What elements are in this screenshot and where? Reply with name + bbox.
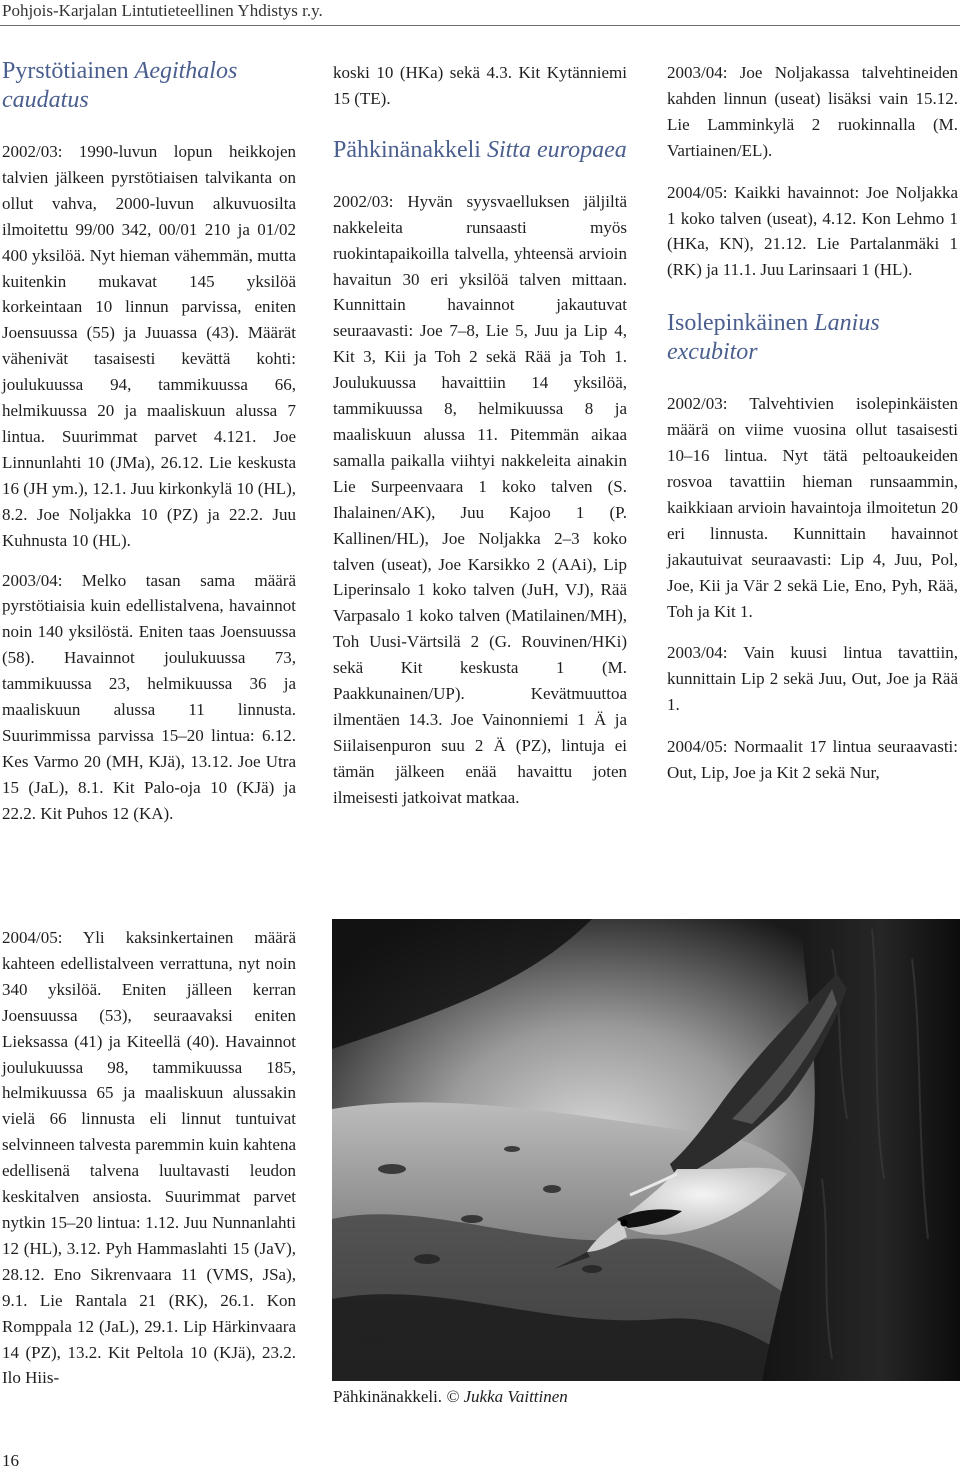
- section-heading-isolepinkainen: [667, 309, 958, 367]
- paragraph: [667, 640, 958, 718]
- column-1-continued: [2, 925, 296, 1391]
- paragraph-text: Normaalit 17 lintua seuraavasti: Out, Lip, Joe ja Kit 2 sekä Nur,: [667, 737, 958, 783]
- column-3: [667, 60, 958, 786]
- paragraph-text: Yli kaksinkertainen määrä kahteen edellistalveen verrattuna, nyt noin 340 yksilöä. Eniten jälleen kerran Joensuussa (53), seuraavaksi eniten Lieksassa (41) ja Kiteellä (40). Havainnot joulukuussa 98, tammikuussa 185, helmikuussa 65 ja maaliskuun alussakin vielä 66 linnusta eli linnut tuntuivat selvinneen talvesta paremmin kuin kahtena edellisenä talvena luultavasti leudon keskitalven ansiosta. Suurimmat parvet nytkin 15–20 lintua: 1.12. Juu Nunnanlahti 12 (HL), 3.12. Pyh Hammaslahti 15 (JaV), 28.12. Eno Sikrenvaara 11 (VMS, JSa), 9.1. Lie Rantala 21 (RK), 26.1. Kon Romppala 12 (JaL), 29.1. Lip Härkinvaara 14 (PZ), 13.2. Kit Peltola 10 (KJä), 23.2. Ilo Hiis-: [2, 928, 296, 1388]
- season-label: 2002/03:: [333, 191, 394, 211]
- heading-latin: Lanius excubitor: [667, 310, 880, 366]
- paragraph: [2, 925, 296, 1391]
- page-number: 16: [2, 1451, 19, 1470]
- season-label: 2004/05:: [667, 182, 728, 202]
- heading-name: Pyrstötiainen: [2, 58, 129, 84]
- section-heading-pahkinanakkeli: [333, 136, 627, 165]
- heading-name: Pähkinänakkeli: [333, 136, 481, 163]
- season-label: 2002/03:: [667, 394, 728, 414]
- season-label: 2003/04:: [667, 63, 728, 82]
- season-label: 2004/05:: [2, 928, 63, 947]
- season-label: 2003/04:: [2, 570, 63, 590]
- paragraph: koski 10 (HKa) sekä 4.3. Kit Kytänniemi 15 (TE).: [333, 63, 627, 108]
- paragraph: [2, 139, 296, 554]
- season-label: 2003/04:: [667, 643, 728, 663]
- photo-credit: © Jukka Vaittinen: [442, 1387, 568, 1406]
- paragraph: [667, 391, 958, 624]
- journal-header: Pohjois-Karjalan Lintutieteellinen Yhdistys r.y.: [2, 1, 323, 20]
- heading-latin: Aegithalos caudatus: [2, 58, 238, 113]
- paragraph-text: Vain kuusi lintua tavattiin, kunnittain Lip 2 sekä Juu, Out, Joe ja Rää 1.: [667, 643, 958, 715]
- paragraph-text: Joe Noljakassa talvehtineiden kahden linnun (useat) lisäksi vain 15.12. Lie Lamminkylä 2 ruokinnalla (M. Vartiainen/EL).: [667, 63, 958, 160]
- paragraph: [667, 734, 958, 786]
- paragraph: [2, 568, 296, 827]
- paragraph-text: Melko tasan sama määrä pyrstötiaisia kuin edellistalvena, havainnot noin 140 yksilöstä. Eniten taas Joensuussa (58). Havainnot joulukuussa 73, tammikuussa 23, helmikuussa 36 ja maaliskuun alussa 11 linnusta. Suurimmissa parvissa 15–20 lintua: 6.12. Kes Varmo 20 (MH, KJä), 13.12. Joe Utra 15 (JaL), 8.1. Kit Palo-oja 10 (KJä) ja 22.2. Kit Puhos 12 (KA).: [2, 570, 296, 823]
- paragraph-text: 1990-luvun lopun heikkojen talvien jälkeen pyrstötiaisen talvikanta on ollut vahva, 2000-luvun alkuvuosilta ilmoitettu 99/00 342, 00/01 210 ja 01/02 400 yksilöä. Nyt hieman vähemmän, mutta kuitenkin mukavat 145 yksilöä korkeintaan 10 linnun parvissa, eniten Joensuussa (55) ja Juuassa (43). Määrät vähenivät tasaisesti kevättä kohti: joulukuussa 94, tammikuussa 66, helmikuussa 20 ja maaliskuun alussa 7 lintua. Suurimmat parvet 4.121. Joe Linnunlahti 10 (JMa), 26.12. Lie keskusta 16 (JH ym.), 12.1. Juu kirkonkylä 10 (HL), 8.2. Joe Noljakka 10 (PZ) ja 22.2. Juu Kuhnusta 10 (HL).: [2, 142, 296, 550]
- column-2: [333, 60, 627, 811]
- paragraph: [333, 189, 627, 811]
- paragraph-text: Hyvän syysvaelluksen jäljiltä nakkeleita runsaasti myös ruokintapaikoilla talvella, yhteensä arvioin havaitun 30 eri yksilöä talven mittaan. Kunnittain havainnot jakautuvat seuraavasti: Joe 7–8, Lie 5, Juu ja Lip 4, Kit 3, Kii ja Toh 2 sekä Rää ja Toh 1. Joulukuussa havaittiin 14 yksilöä, tammikuussa 8, helmikuussa 8 ja maaliskuun alussa 11. Pitemmän aikaa samalla paikalla viihtyi nakkeleita ainakin Lie Surpeenvaara 1 koko talven (S. Ihalainen/AK), Juu Kajoo 1 (P. Kallinen/HL), Joe Noljakka 2–3 koko talven (useat), Joe Karsikko 2 (AAi), Lip Liperinsalo 1 koko talven (JuH, VJ), Rää Varpasalo 1 koko talven (Matilainen/MH), Toh Uusi-Värtsilä 2 (G. Rouvinen/HKi) sekä Kit keskusta 1 (M. Paakkunainen/UP). Kevätmuuttoa ilmentäen 14.3. Joe Vainonniemi 1 Ä ja Siilaisenpuron suu 2 Ä (PZ), lintuja ei tämän jälkeen enää havaittu joten ilmeisesti jatkoivat matkaa.: [333, 191, 627, 807]
- paragraph: [667, 60, 958, 164]
- header-rule: [0, 25, 960, 26]
- paragraph-text: Kaikki havainnot: Joe Noljakka 1 koko talven (useat), 4.12. Kon Lehmo 1 (HKa, KN), 21.12. Lie Partalanmäki 1 (RK) ja 11.1. Juu Larinsaari 1 (HL).: [667, 182, 958, 280]
- paragraph-text: Talvehtivien isolepinkäisten määrä on viime vuosina ollut tasaisesti 10–16 lintua. Nyt tätä peltoaukeiden rosvoa tavattiin hieman runsaammin, kaikkiaan arvioin havaintoja ilmoitetun 20 eri linnusta. Kunnittain havainnot jakautuivat seuraavasti: Lip 4, Juu, Pol, Joe, Kii ja Vär 2 sekä Lie, Eno, Pyh, Rää, Toh ja Kit 1.: [667, 394, 958, 621]
- nuthatch-photo: [332, 919, 960, 1381]
- heading-name: Isolepinkäinen: [667, 310, 809, 337]
- column-1: [2, 57, 296, 827]
- season-label: 2002/03:: [2, 142, 63, 161]
- photo-caption: [333, 1386, 733, 1408]
- caption-label: Pähkinänakkeli.: [333, 1387, 443, 1406]
- season-label: 2004/05:: [667, 737, 728, 757]
- section-heading-pyrstotiainen: [2, 57, 296, 115]
- heading-latin: Sitta europaea: [486, 136, 627, 163]
- paragraph: [667, 180, 958, 284]
